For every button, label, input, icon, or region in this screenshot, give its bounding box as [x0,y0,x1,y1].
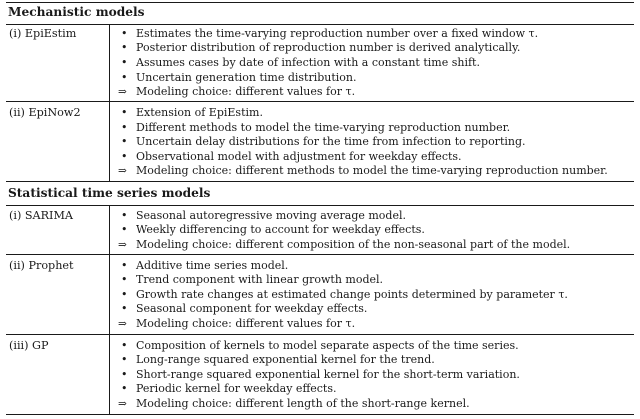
item-text: Long-range squared exponential kernel for the trend. [136,353,435,366]
item-text: Additive time series model. [136,259,289,272]
list-item [118,258,288,273]
column-divider [109,24,110,181]
list-item [118,367,520,382]
item-text: Seasonal component for weekday effects. [136,302,368,315]
item-text: Assumes cases by date of infection with a constant time shift. [136,56,480,69]
item-text: Uncertain generation time distribution. [136,71,357,84]
list-item [118,237,570,252]
list-item [118,381,337,396]
list-item [118,84,355,99]
model-label: (i) EpiEstim [9,27,77,40]
section-rule [6,181,634,182]
implies-arrow-marker: ⇒ [118,165,127,177]
bullet-marker: • [121,259,128,272]
item-text: Modeling choice: different values for τ. [136,317,356,330]
model-label: (ii) EpiNow2 [9,106,81,119]
item-text: Short-range squared exponential kernel for the short-term variation. [136,368,520,381]
bottom-rule [6,414,634,415]
item-text: Posterior distribution of reproduction number is derived analytically. [136,41,521,54]
item-text: Modeling choice: different composition of the non-seasonal part of the model. [136,238,571,251]
section-rule [6,24,634,25]
item-text: Composition of kernels to model separate aspects of the time series. [136,339,519,352]
bullet-marker: • [121,56,128,69]
bullet-marker: • [121,121,128,134]
section-rule [6,205,634,206]
bullet-marker: • [121,368,128,381]
list-item [118,222,425,237]
item-text: Weekly differencing to account for weekday effects. [136,223,425,236]
implies-arrow-marker: ⇒ [118,318,127,330]
list-item [118,40,520,55]
implies-arrow-marker: ⇒ [118,398,127,410]
list-item [118,149,462,164]
bullet-marker: • [121,382,128,395]
bullet-marker: • [121,135,128,148]
bullet-marker: • [121,150,128,163]
row-rule [6,254,634,255]
list-item [118,134,526,149]
item-text: Estimates the time-varying reproduction number over a fixed window τ. [136,27,539,40]
row-rule [6,101,634,102]
section-title: Statistical time series models [8,186,211,200]
list-item [118,163,608,178]
bullet-marker: • [121,353,128,366]
bullet-marker: • [121,302,128,315]
list-item [118,396,470,411]
section-title: Mechanistic models [8,5,145,19]
list-item [118,105,263,120]
list-item [118,316,355,331]
item-text: Seasonal autoregressive moving average model. [136,209,406,222]
model-label: (iii) GP [9,339,49,352]
item-text: Extension of EpiEstim. [136,106,263,119]
bullet-marker: • [121,273,128,286]
top-rule [6,2,634,3]
model-label: (ii) Prophet [9,259,74,272]
row-rule [6,334,634,335]
bullet-marker: • [121,71,128,84]
list-item [118,26,538,41]
item-text: Different methods to model the time-varying reproduction number. [136,121,511,134]
item-text: Modeling choice: different length of the short-range kernel. [136,397,470,410]
implies-arrow-marker: ⇒ [118,86,127,98]
list-item [118,208,406,223]
list-item [118,272,383,287]
bullet-marker: • [121,209,128,222]
bullet-marker: • [121,106,128,119]
list-item [118,120,510,135]
column-divider [109,205,110,414]
list-item [118,352,435,367]
item-text: Trend component with linear growth model. [136,273,384,286]
item-text: Uncertain delay distributions for the time from infection to reporting. [136,135,526,148]
bullet-marker: • [121,288,128,301]
bullet-marker: • [121,223,128,236]
item-text: Periodic kernel for weekday effects. [136,382,337,395]
list-item [118,338,519,353]
list-item [118,301,367,316]
model-label: (i) SARIMA [9,209,73,222]
bullet-marker: • [121,41,128,54]
item-text: Growth rate changes at estimated change points determined by parameter τ. [136,288,568,301]
list-item [118,55,480,70]
bullet-marker: • [121,339,128,352]
implies-arrow-marker: ⇒ [118,239,127,251]
list-item [118,287,568,302]
item-text: Modeling choice: different values for τ. [136,85,356,98]
list-item [118,70,357,85]
item-text: Observational model with adjustment for weekday effects. [136,150,462,163]
item-text: Modeling choice: different methods to model the time-varying reproduction number. [136,164,608,177]
bullet-marker: • [121,27,128,40]
